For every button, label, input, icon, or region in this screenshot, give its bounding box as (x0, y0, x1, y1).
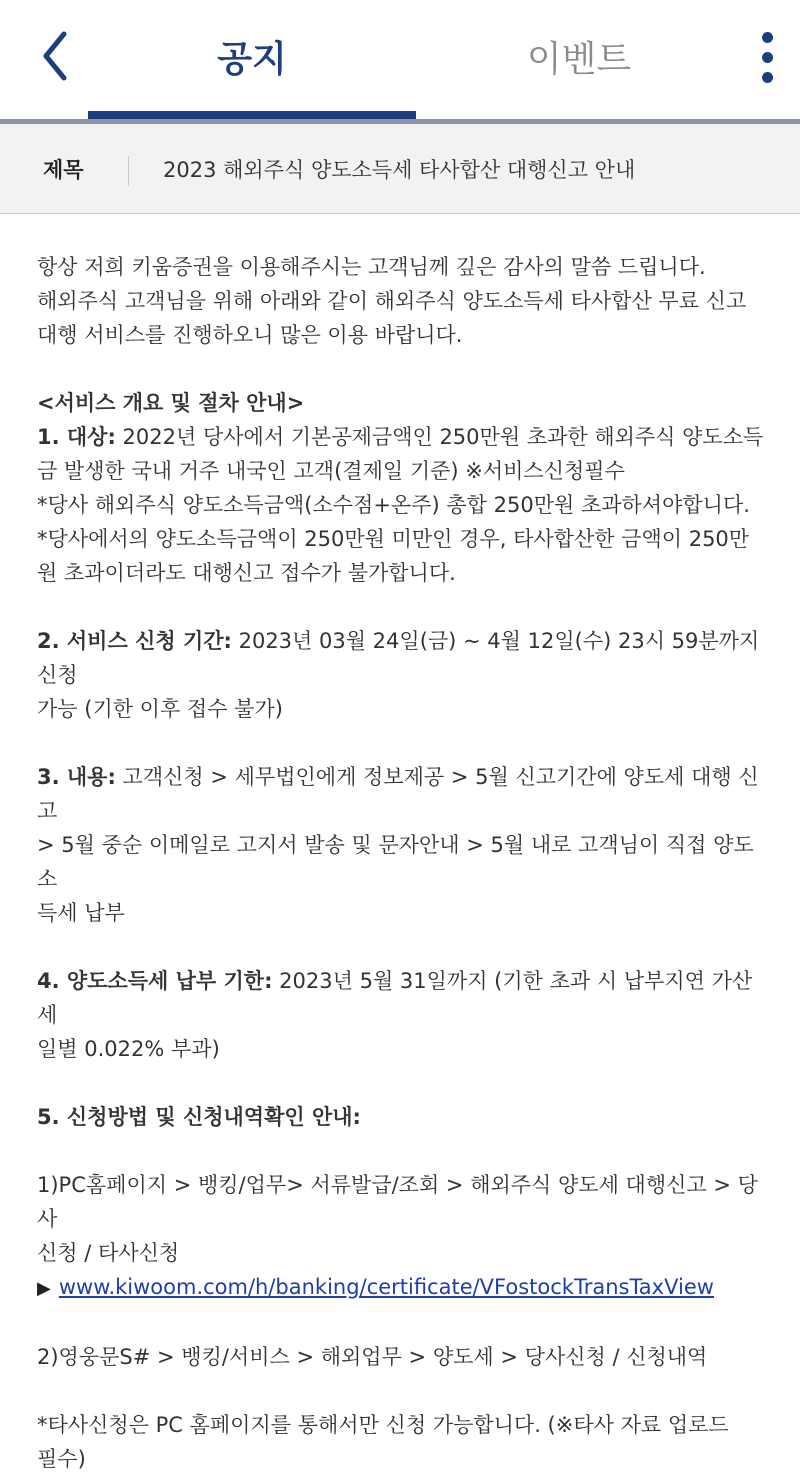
play-arrow-icon: ▶ (37, 1278, 51, 1299)
intro-line: 해외주식 고객님을 위해 아래와 같이 해외주식 양도소득세 타사합산 무료 신고 (37, 289, 747, 313)
item-1-line: 금 발생한 국내 거주 내국인 고객(결제일 기준) ※서비스신청필수 (37, 459, 625, 483)
item-1-line: 1. 대상: 2022년 당사에서 기본공제금액인 250만원 초과한 해외주식 양도소득 (37, 425, 764, 449)
item-4-label: 4. 양도소득세 납부 기한: (37, 969, 273, 993)
item-2-line: 2. 서비스 신청 기간: 2023년 03월 24일(금) ~ 4월 12일(수) 23시 59분까지 신청 (37, 629, 760, 687)
method-1-line: 1)PC홈페이지 > 뱅킹/업무> 서류발급/조회 > 해외주식 양도세 대행신고 > 당사 (37, 1173, 758, 1231)
item-4-line: 4. 양도소득세 납부 기한: 2023년 5월 31일까지 (기한 초과 시 납부지연 가산세 (37, 969, 753, 1027)
subject-label: 제목 (43, 158, 84, 182)
active-tab-indicator (88, 111, 416, 119)
back-button[interactable] (34, 26, 84, 88)
kiwoom-tax-link[interactable]: www.kiwoom.com/h/banking/certificate/VFostockTransTaxView (58, 1275, 714, 1299)
more-options-button[interactable] (746, 28, 790, 88)
subject-bar (0, 124, 800, 214)
item-1-line: *당사 해외주식 양도소득금액(소수점+온주) 총합 250만원 초과하셔야합니다. (37, 493, 750, 517)
tab-notice[interactable]: 공지 (217, 39, 287, 80)
notice-title: 2023 해외주식 양도소득세 타사합산 대행신고 안내 (163, 158, 636, 182)
top-navigation-bar (0, 0, 800, 118)
intro-line: 항상 저희 키움증권을 이용해주시는 고객님께 깊은 감사의 말씀 드립니다. (37, 255, 706, 279)
link-line (37, 1270, 767, 1306)
method-1-line: 신청 / 타사신청 (37, 1241, 180, 1265)
subject-divider (128, 156, 129, 186)
item-2-line: 가능 (기한 이후 접수 불가) (37, 697, 283, 721)
item-5-label: 5. 신청방법 및 신청내역확인 안내: (37, 1105, 361, 1129)
note-line: 필수) (37, 1447, 86, 1471)
item-1-line: *당사에서의 양도소득금액이 250만원 미만인 경우, 타사합산한 금액이 250만 (37, 527, 750, 551)
section-heading: <서비스 개요 및 절차 안내> (37, 391, 305, 415)
notice-body (37, 250, 767, 1476)
note-line: *타사신청은 PC 홈페이지를 통해서만 신청 가능합니다. (※타사 자료 업로드 (37, 1413, 729, 1437)
item-3-line: > 5월 중순 이메일로 고지서 발송 및 문자안내 > 5월 내로 고객님이 직접 양도소 (37, 833, 754, 891)
chevron-left-icon (34, 26, 84, 88)
item-3-line: 3. 내용: 고객신청 > 세무법인에게 정보제공 > 5월 신고기간에 양도세 대행 신고 (37, 765, 759, 823)
item-3-label: 3. 내용: (37, 765, 116, 789)
item-1-label: 1. 대상: (37, 425, 116, 449)
intro-line: 대행 서비스를 진행하오니 많은 이용 바랍니다. (37, 323, 463, 347)
item-3-line: 득세 납부 (37, 901, 125, 925)
item-1-line: 원 초과이더라도 대행신고 접수가 불가합니다. (37, 561, 456, 585)
method-2-line: 2)영웅문S# > 뱅킹/서비스 > 해외업무 > 양도세 > 당사신청 / 신청내역 (37, 1345, 708, 1369)
tab-event[interactable]: 이벤트 (526, 39, 632, 80)
item-2-label: 2. 서비스 신청 기간: (37, 629, 232, 653)
item-4-line: 일별 0.022% 부과) (37, 1037, 220, 1061)
